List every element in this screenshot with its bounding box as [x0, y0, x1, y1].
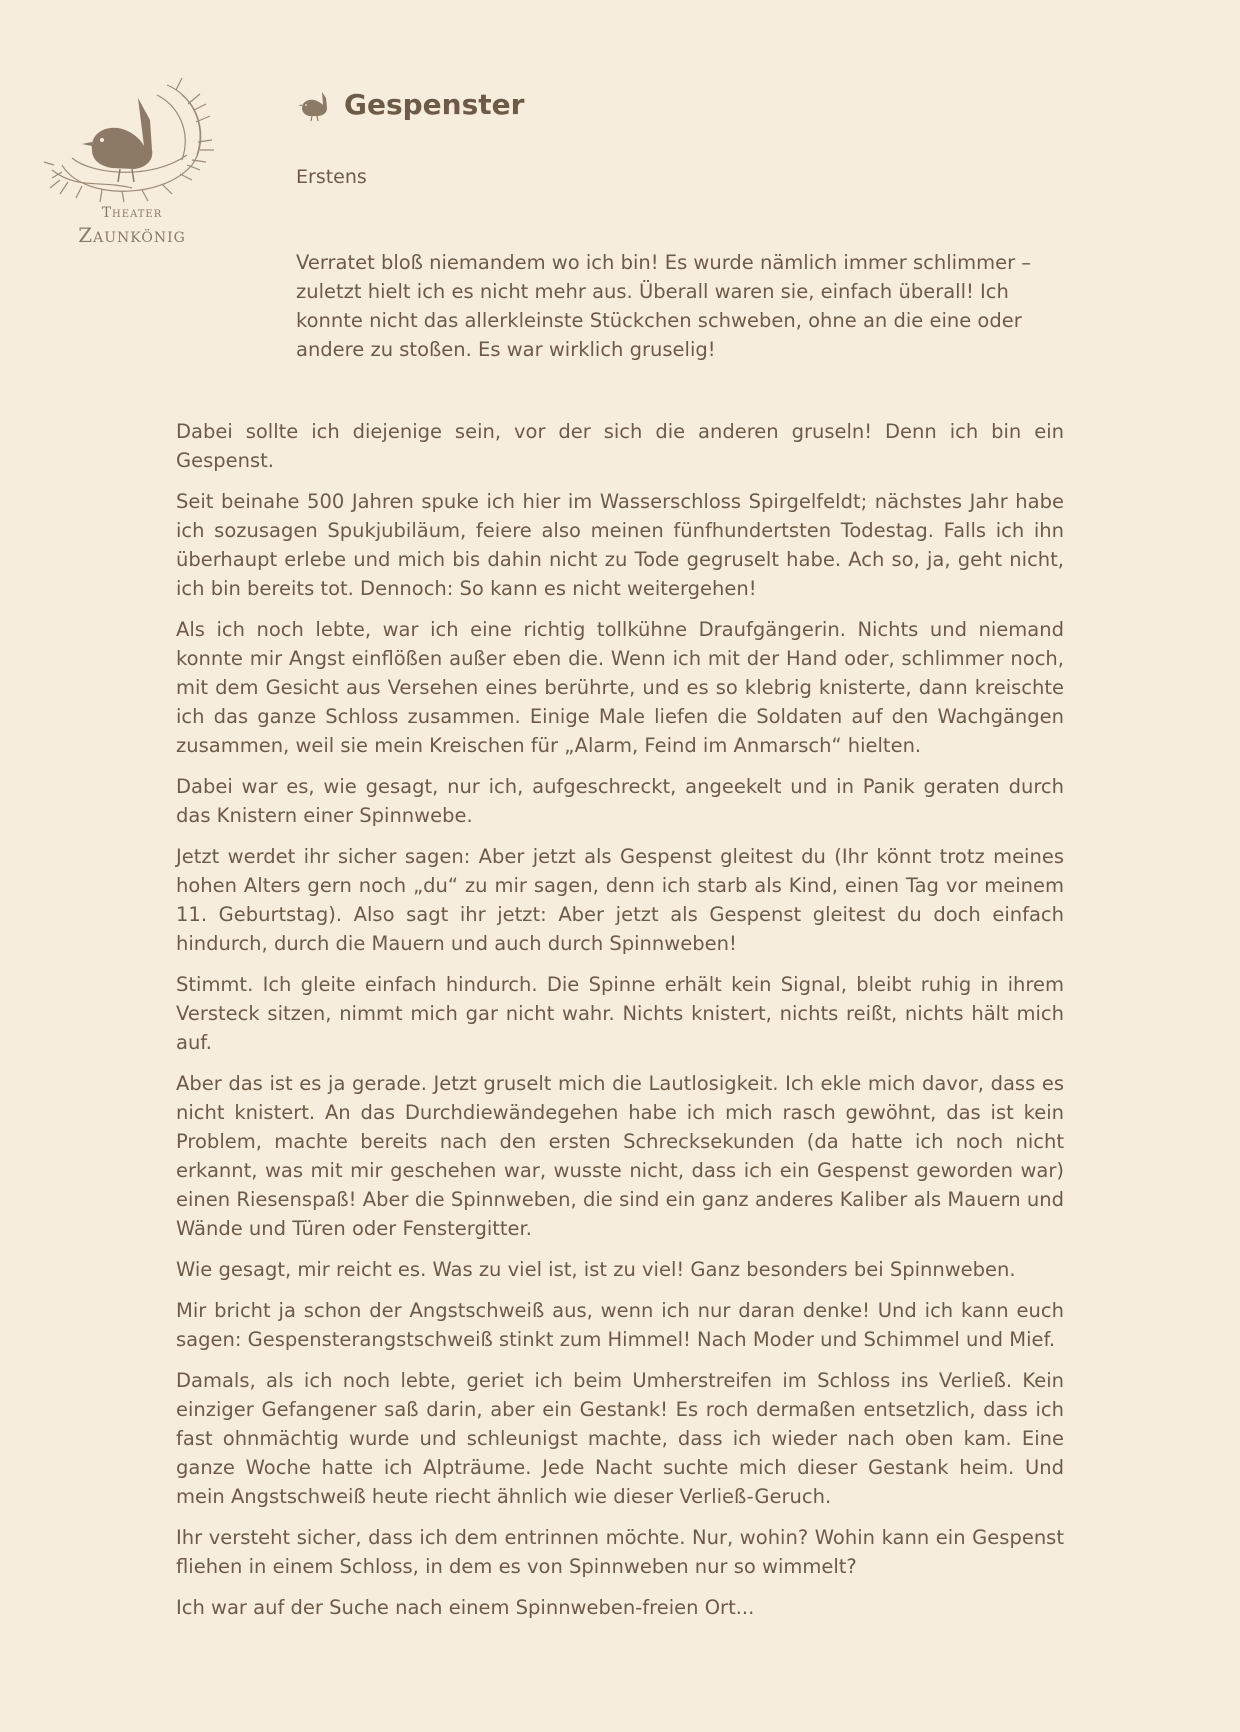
paragraph: Ihr versteht sicher, dass ich dem entrinnen möchte. Nur, wohin? Wohin kann ein Gespenst fliehen in einem Schloss, in dem es von Spinnweben nur so wimmelt? — [176, 1526, 1064, 1578]
paragraph: Aber das ist es ja gerade. Jetzt gruselt mich die Lautlosigkeit. Ich ekle mich davor, dass es nicht knistert. An das Durchdiewändegehen habe ich mich rasch gewöhnt, das ist kein Problem, machte bereits nach den ersten Schrecksekunden (da hatte ich noch nicht erkannt, was mit mir geschehen war, wusste nicht, dass ich ein Gespenst geworden war) einen Riesenspaß! Aber die Spinnweben, die sind ein ganz anderes Kaliber als Mauern und Wände und Türen oder Fenstergitter. — [176, 1072, 1064, 1240]
paragraph: Als ich noch lebte, war ich eine richtig tollkühne Draufgängerin. Nichts und niemand konnte mir Angst einflößen außer eben die. Wenn ich mit der Hand oder, schlimmer noch, mit dem Gesicht aus Versehen eines berührte, und es so klebrig knisterte, dann kreischte ich das ganze Schloss zusammen. Einige Male liefen die Soldaten auf den Wachgängen zusammen, weil sie mein Kreischen für „Alarm, Feind im Anmarsch“ hielten. — [176, 618, 1064, 757]
paragraph: Dabei war es, wie gesagt, nur ich, aufgeschreckt, angeekelt und in Panik geraten durch das Knistern einer Spinnwebe. — [176, 775, 1064, 827]
story-body — [176, 417, 1064, 1634]
paragraph: Damals, als ich noch lebte, geriet ich beim Umherstreifen im Schloss ins Verließ. Kein einziger Gefangener saß darin, aber ein Gestank! Es roch dermaßen entsetzlich, dass ich fast ohnmächtig wurde und schleunigst machte, dass ich wieder nach oben kam. Eine ganze Woche hatte ich Alpträume. Jede Nacht suchte mich dieser Gestank heim. Und mein Angstschweiß heute riecht ähnlich wie dieser Verließ-Geruch. — [176, 1369, 1064, 1508]
intro-paragraph: Verratet bloß niemandem wo ich bin! Es wurde nämlich immer schlimmer – zuletzt hielt ich es nicht mehr aus. Überall waren sie, einfach überall! Ich konnte nicht das allerkleinste Stückchen schweben, ohne an die eine oder andere zu stoßen. Es war wirklich gruselig! — [296, 251, 1032, 361]
logo-text-zaunkoenig: Zaunkönig — [78, 223, 186, 247]
page-header — [298, 84, 524, 124]
paragraph: Ich war auf der Suche nach einem Spinnweben-freien Ort... — [176, 1596, 755, 1619]
wren-nest-logo-icon — [42, 70, 222, 205]
logo-text-theater: Theater — [101, 205, 163, 221]
paragraph: Mir bricht ja schon der Angstschweiß aus, wenn ich nur daran denke! Und ich kann euch sagen: Gespensterangstschweiß stinkt zum Himmel! Nach Moder und Schimmel und Mief. — [176, 1299, 1064, 1351]
section-subtitle: Erstens — [296, 166, 367, 188]
paragraph: Stimmt. Ich gleite einfach hindurch. Die Spinne erhält kein Signal, bleibt ruhig in ihrem Versteck sitzen, nimmt mich gar nicht wahr. Nichts knistert, nichts reißt, nichts hält mich auf. — [176, 973, 1064, 1054]
paragraph: Dabei sollte ich diejenige sein, vor der sich die anderen gruseln! Denn ich bin ein Gespenst. — [176, 420, 1064, 472]
paragraph: Jetzt werdet ihr sicher sagen: Aber jetzt als Gespenst gleitest du (Ihr könnt trotz meines hohen Alters gern noch „du“ zu mir sagen, denn ich starb als Kind, einen Tag vor meinem 11. Geburtstag). Also sagt ihr jetzt: Aber jetzt als Gespenst gleitest du doch einfach hindurch, durch die Mauern und auch durch Spinnweben! — [176, 845, 1064, 955]
theater-logo — [42, 70, 222, 260]
page-title: Gespenster — [344, 87, 525, 121]
paragraph: Wie gesagt, mir reicht es. Was zu viel ist, ist zu viel! Ganz besonders bei Spinnweben. — [176, 1258, 1016, 1281]
paragraph: Seit beinahe 500 Jahren spuke ich hier im Wasserschloss Spirgelfeldt; nächstes Jahr habe ich sozusagen Spukjubiläum, feiere also meinen fünfhundertsten Todestag. Falls ich ihn überhaupt erlebe und mich bis dahin nicht zu Tode gegruselt habe. Ach so, ja, geht nicht, ich bin bereits tot. Dennoch: So kann es nicht weitergehen! — [176, 490, 1064, 600]
wren-icon — [298, 86, 334, 122]
